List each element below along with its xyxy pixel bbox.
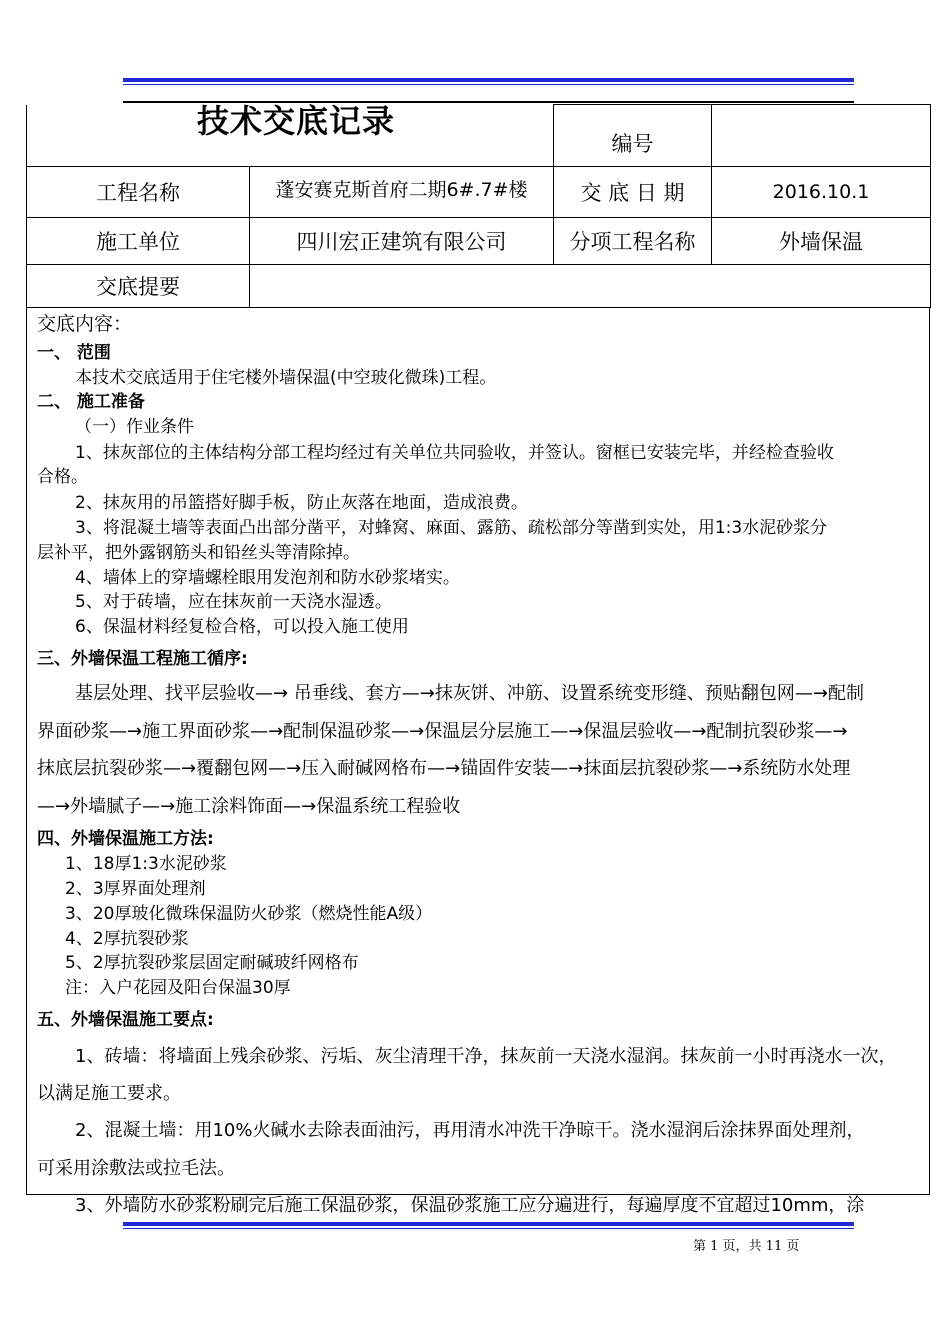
prep-item-1: 1、抹灰部位的主体结构分部工程均经过有关单位共同验收，并签认。窗框已安装完毕，并经检查验收 — [75, 443, 834, 463]
date-label: 交 底 日 期 — [554, 167, 712, 218]
point-2-cont: 可采用涂敷法或拉毛法。 — [37, 1158, 235, 1179]
section-1-text: 本技术交底适用于住宅楼外墙保温(中空玻化微珠)工程。 — [75, 368, 497, 388]
subsection-heading: （一）作业条件 — [75, 417, 194, 437]
sequence-line-1: 基层处理、找平层验收—→ 吊垂线、套方—→抹灰饼、冲筋、设置系统变形缝、预贴翻包网—→配制 — [75, 683, 864, 704]
prep-item-3-cont: 层补平，把外露钢筋头和铅丝头等清除掉。 — [37, 543, 360, 563]
prep-item-4: 4、墙体上的穿墙螺栓眼用发泡剂和防水砂浆堵实。 — [75, 568, 460, 588]
section-2-heading: 二、 施工准备 — [37, 392, 145, 412]
point-1: 1、砖墙：将墙面上残余砂浆、污垢、灰尘清理干净，抹灰前一天浇水湿润。抹灰前一小时再浇水一次， — [75, 1046, 897, 1067]
subitem-label: 分项工程名称 — [554, 218, 712, 265]
sequence-line-2: 界面砂浆—→施工界面砂浆—→配制保温砂浆—→保温层分层施工—→保温层验收—→配制抗裂砂浆—→ — [37, 721, 848, 742]
prep-item-6: 6、保温材料经复检合格，可以投入施工使用 — [75, 617, 409, 637]
method-item-1: 1、18厚1:3水泥砂浆 — [65, 854, 227, 874]
prep-item-1-cont: 合格。 — [37, 467, 88, 487]
method-note: 注：入户花园及阳台保温30厚 — [65, 978, 291, 998]
sequence-line-4: —→外墙腻子—→施工涂料饰面—→保温系统工程验收 — [37, 796, 461, 817]
prep-item-5: 5、对于砖墙，应在抹灰前一天浇水湿透。 — [75, 592, 392, 612]
summary-label: 交底提要 — [27, 265, 250, 308]
project-label: 工程名称 — [27, 167, 250, 218]
document-title: 技术交底记录 — [197, 102, 396, 140]
method-item-3: 3、20厚玻化微珠保温防火砂浆（燃烧性能A级） — [65, 904, 433, 924]
subitem-value: 外墙保温 — [712, 218, 931, 265]
point-2: 2、混凝土墙：用10%火碱水去除表面油污，再用清水冲洗干净晾干。浇水湿润后涂抹界面处理剂， — [75, 1120, 865, 1141]
method-item-5: 5、2厚抗裂砂浆层固定耐碱玻纤网格布 — [65, 953, 359, 973]
summary-value — [250, 265, 931, 308]
section-3-heading: 三、外墙保温工程施工循序: — [37, 649, 248, 669]
point-3: 3、外墙防水砂浆粉刷完后施工保温砂浆，保温砂浆施工应分遍进行，每遍厚度不宜超过10mm，涂 — [75, 1195, 865, 1216]
unit-value: 四川宏正建筑有限公司 — [250, 218, 554, 265]
date-value: 2016.10.1 — [712, 167, 931, 218]
footer-rule-thin — [123, 1228, 854, 1229]
number-value — [712, 105, 931, 167]
point-1-cont: 以满足施工要求。 — [37, 1083, 181, 1104]
footer-rule-thick — [123, 1222, 854, 1226]
page-footer: 第 1 页，共 11 页 — [693, 1239, 800, 1254]
method-item-2: 2、3厚界面处理剂 — [65, 879, 206, 899]
header-rule-thin — [123, 84, 854, 85]
sequence-line-3: 抹底层抗裂砂浆—→覆翻包网—→压入耐碱网格布—→锚固件安装—→抹面层抗裂砂浆—→系统防水处理 — [37, 758, 851, 779]
header-table — [26, 104, 931, 308]
section-1-heading: 一、 范围 — [37, 343, 111, 363]
method-item-4: 4、2厚抗裂砂浆 — [65, 929, 189, 949]
header-rule-top — [123, 78, 854, 82]
content-heading: 交底内容： — [37, 313, 133, 335]
unit-label: 施工单位 — [27, 218, 250, 265]
prep-item-2: 2、抹灰用的吊篮搭好脚手板，防止灰落在地面，造成浪费。 — [75, 493, 528, 513]
number-label: 编号 — [554, 105, 712, 167]
content-box — [26, 307, 930, 1216]
project-value: 蓬安赛克斯首府二期6#.7#楼 — [250, 167, 554, 218]
title-cell — [27, 105, 554, 167]
section-5-heading: 五、外墙保温施工要点: — [37, 1010, 214, 1030]
prep-item-3: 3、将混凝土墙等表面凸出部分凿平，对蜂窝、麻面、露筋、疏松部分等凿到实处，用1:3水泥砂浆分 — [75, 518, 828, 538]
section-4-heading: 四、外墙保温施工方法: — [37, 829, 214, 849]
